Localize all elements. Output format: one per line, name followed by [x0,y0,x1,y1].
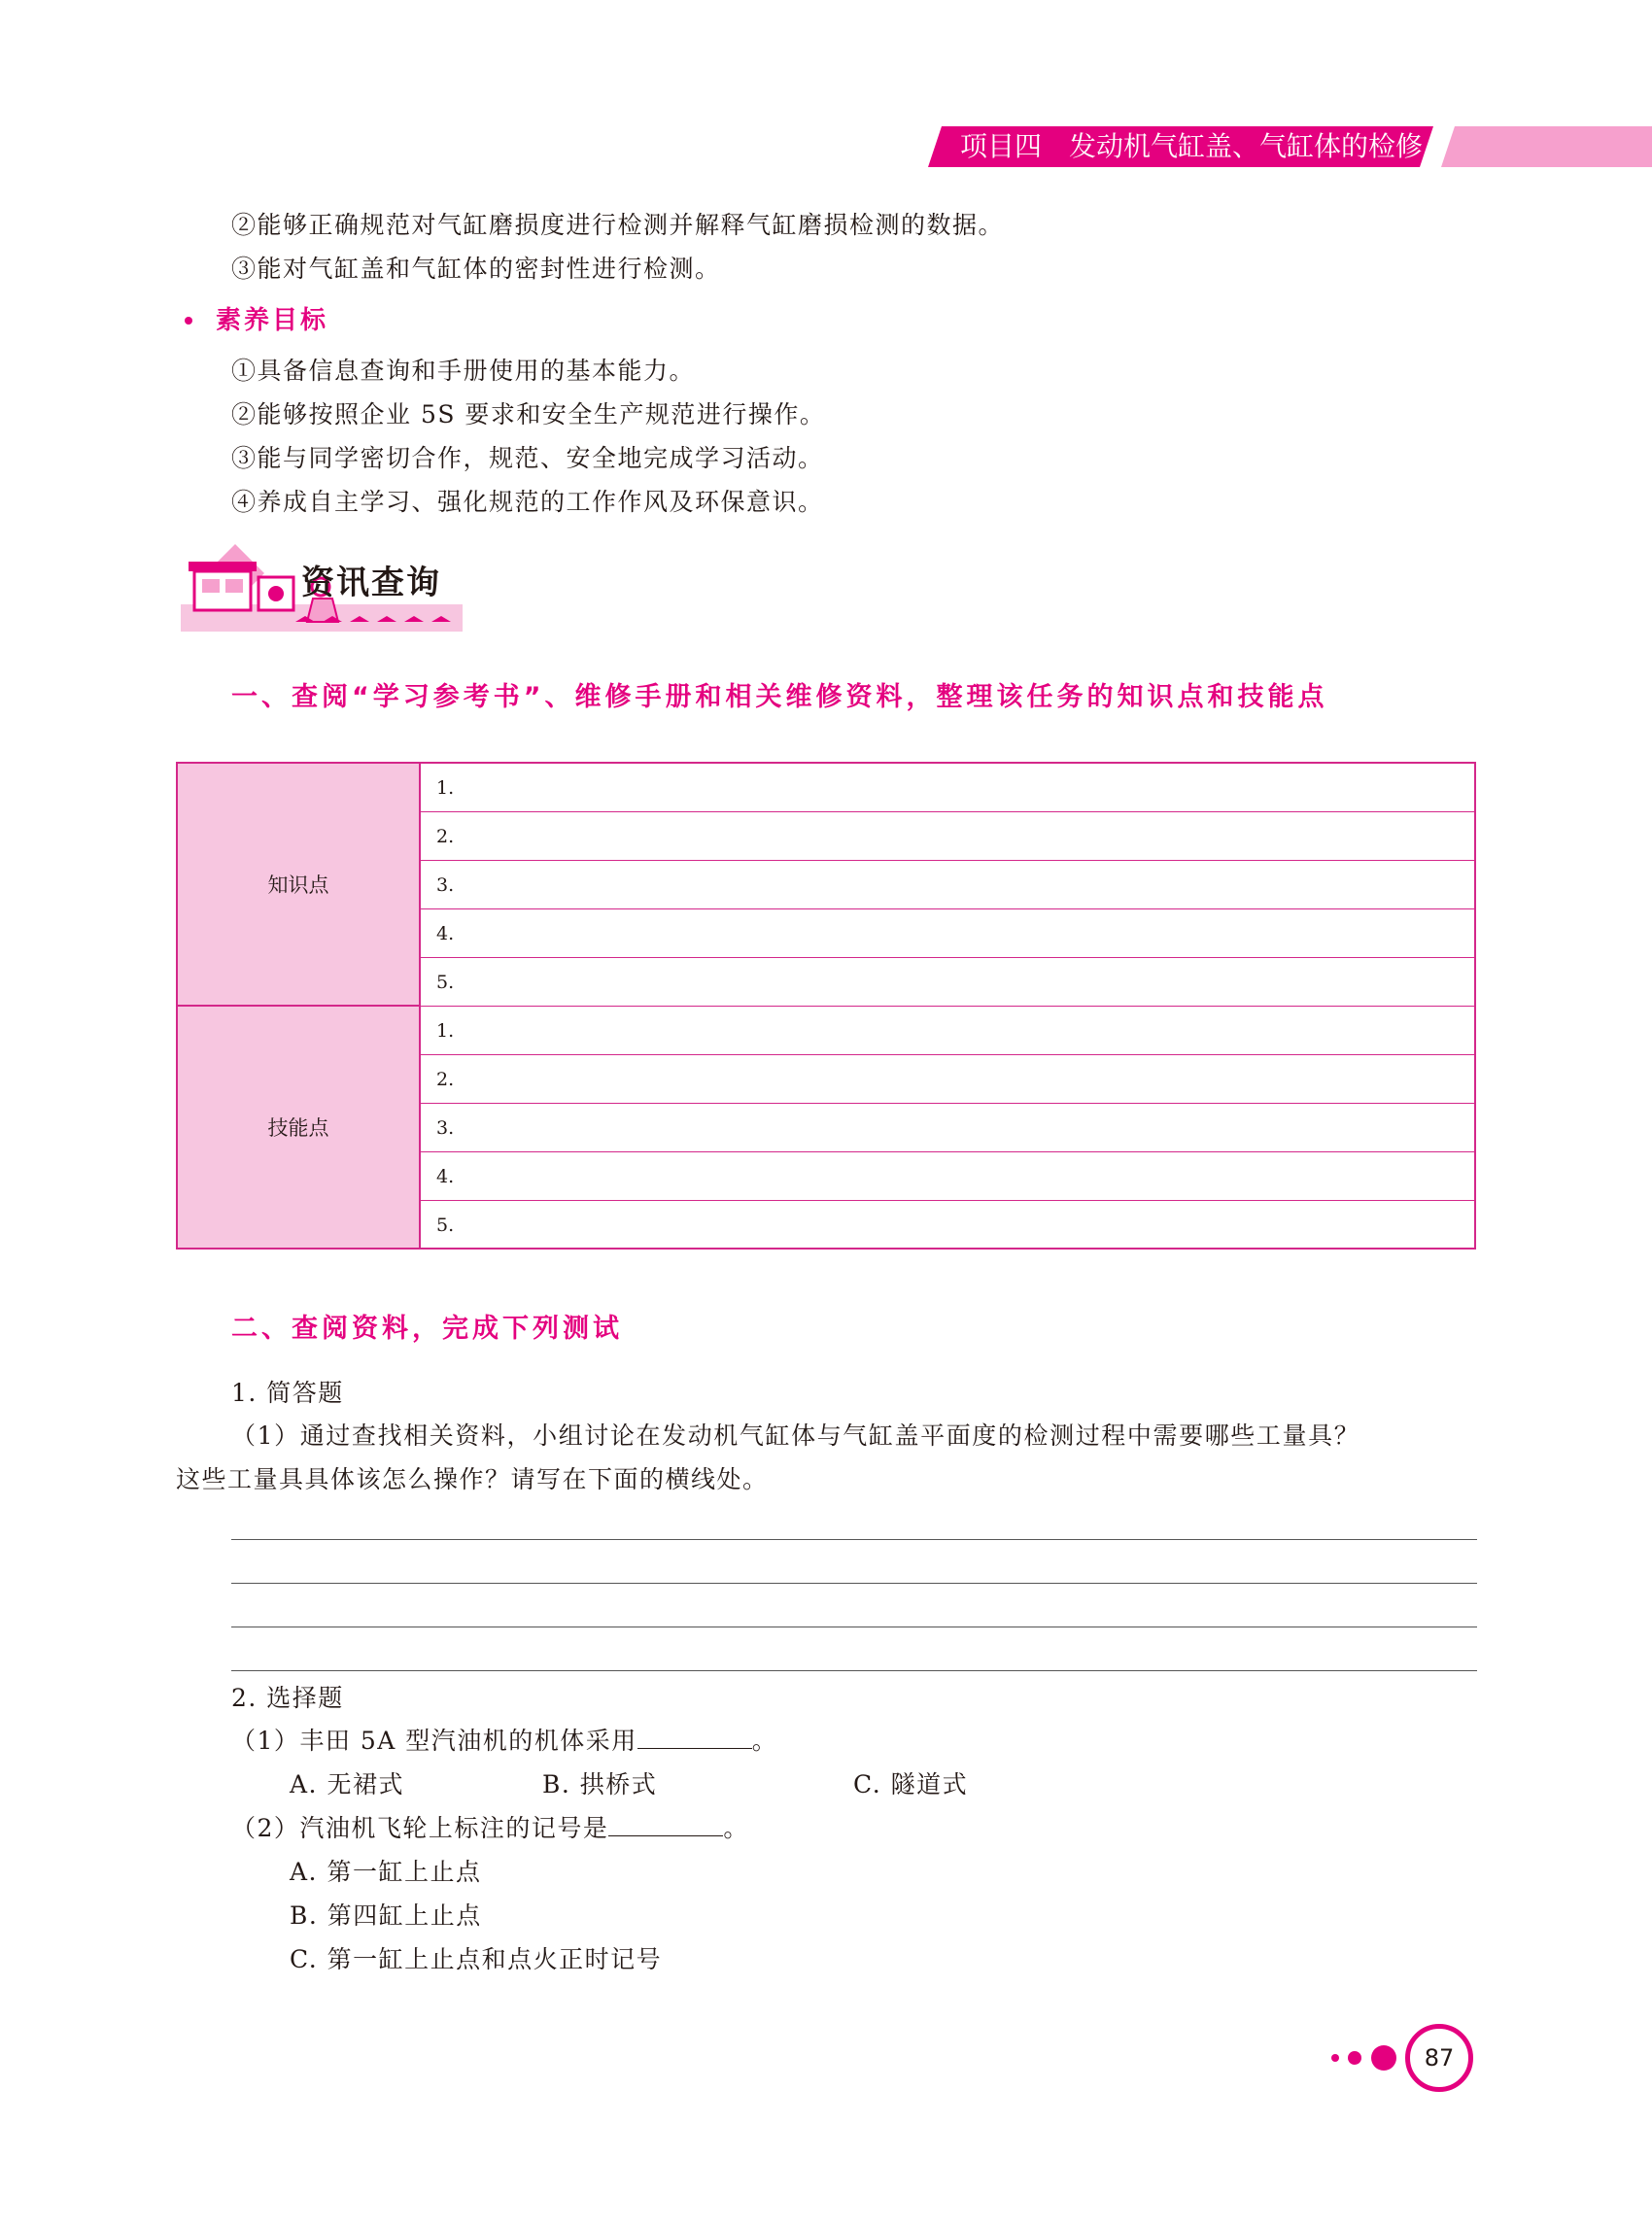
q2-heading: 2. 选择题 [231,1684,344,1712]
bullet-dot [185,317,192,325]
q2-item1-stem-text: （1）丰田 5A 型汽油机的机体采用 [231,1727,637,1755]
table-row: 3. [421,1104,1474,1152]
q2-item1-blank[interactable] [637,1727,752,1749]
table-row: 5. [436,1215,455,1236]
q1-heading: 1. 简答题 [231,1379,344,1407]
section2-title: 二、查阅资料，完成下列测试 [231,1314,623,1344]
section1-title: 一、查阅“学习参考书”、维修手册和相关维修资料，整理该任务的知识点和技能点 [231,682,1328,712]
answer-line[interactable] [231,1583,1477,1584]
header-title: 项目四 发动机气缸盖、气缸体的检修 [960,130,1424,162]
page-dots-decoration [1329,2040,1407,2075]
table-row: 2. [421,1055,1474,1104]
objective-item: ②能够正确规范对气缸磨损度进行检测并解释气缸磨损检测的数据。 [231,211,1005,239]
table-category-skill: 技能点 [178,1007,421,1248]
answer-line[interactable] [231,1539,1477,1540]
q2-item2-stem-end: 。 [723,1814,749,1842]
table-row: 2. [421,812,1474,861]
literacy-item: ④养成自主学习、强化规范的工作作风及环保意识。 [231,488,824,516]
q2-item2-blank[interactable] [608,1814,723,1836]
q1-text: （1）通过查找相关资料，小组讨论在发动机气缸体与气缸盖平面度的检测过程中需要哪些工量具？ [231,1421,1360,1450]
q2-item1-option-b: B. 拱桥式 [542,1770,658,1798]
table-row: 4. [421,1152,1474,1201]
objective-item: ③能对气缸盖和气缸体的密封性进行检测。 [231,255,721,283]
q2-item2-option-c: C. 第一缸上止点和点火正时记号 [290,1945,663,1973]
table-row: 4. [421,909,1474,958]
q2-item2-stem [231,1811,749,1846]
table-row: 1. [421,764,1474,812]
q2-item1-stem [231,1724,777,1759]
literacy-item: ②能够按照企业 5S 要求和安全生产规范进行操作。 [231,400,826,428]
q2-item2-option-b: B. 第四缸上止点 [290,1901,482,1930]
table-row: 3. [421,861,1474,909]
q2-item2-option-a: A. 第一缸上止点 [290,1858,482,1886]
q2-item2-stem-text: （2）汽油机飞轮上标注的记号是 [231,1814,609,1842]
q2-item1-stem-end: 。 [751,1727,778,1755]
q2-item1-option-c: C. 隧道式 [853,1770,969,1798]
literacy-heading: 素养目标 [216,306,329,335]
table-category-knowledge: 知识点 [178,764,421,1007]
literacy-item: ③能与同学密切合作，规范、安全地完成学习活动。 [231,444,824,472]
table-row: 5. [421,958,1474,1007]
literacy-item: ①具备信息查询和手册使用的基本能力。 [231,357,696,385]
q2-item1-option-a: A. 无裙式 [290,1770,404,1798]
banner-title: 资讯查询 [301,564,441,602]
knowledge-skill-table [176,762,1476,1250]
page-number: 87 [1405,2024,1473,2092]
q1-text-cont: 这些工量具具体该怎么操作？请写在下面的横线处。 [176,1465,769,1493]
answer-line[interactable] [231,1670,1477,1671]
table-row: 1. [421,1007,1474,1055]
